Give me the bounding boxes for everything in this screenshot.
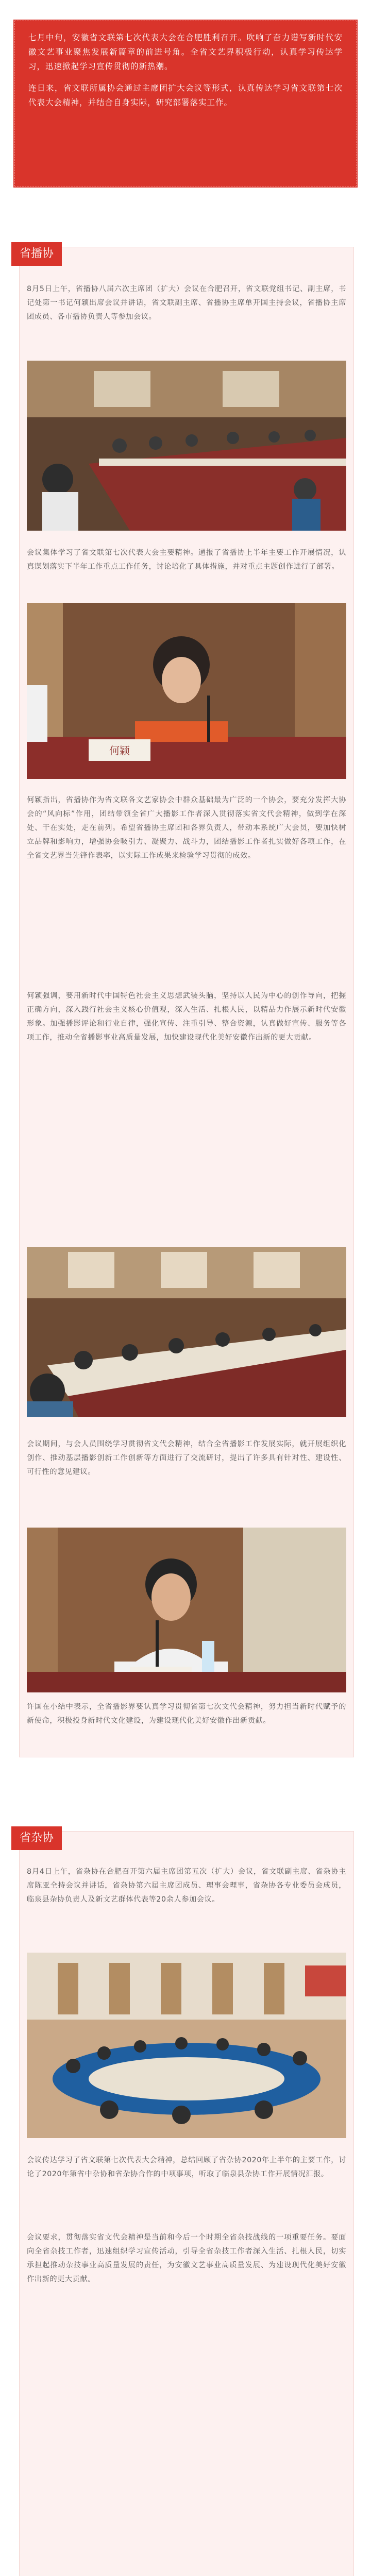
section-card-2 xyxy=(20,1832,353,2576)
section1-paragraph-1: 8月5日上午，省播协八届六次主席团（扩大）会议在合肥召开，省文联党组书记、副主席，书记处第一书记何颖出席会议并讲话，省文联副主席、省播协主席单开国主持会议，省播协主席团成员、各市播协负责人等参加会议。 xyxy=(27,285,346,321)
section2-paragraph-1: 8月4日上午，省杂协在合肥召开第六届主席团第五次（扩大）会议，省文联副主席、省杂协主席陈亚全持会议并讲话，省杂协第六届主席团成员、理事会理事，省杂协各专业委员会成员，临泉县杂协负责人及新文艺群体代表等20余人参加会议。 xyxy=(27,1868,346,1904)
nameplate-1: 何颖 xyxy=(109,744,130,757)
intro-paragraph-1: 七月中旬，安徽省文联第七次代表大会在合肥胜利召开。吹响了奋力谱写新时代安徽文艺事业聚焦发展新篇章的前进号角。全省文艺界积极行动，认真学习传达学习，迅速掀起学习宣传贯彻的新热潮。 xyxy=(28,33,343,71)
section-tag-2: 省杂协 xyxy=(11,1826,62,1850)
meeting-photo-3 xyxy=(27,1953,346,2138)
section-tag-1: 省播协 xyxy=(11,242,62,266)
section1-paragraph-4: 何颖强调，要用新时代中国特色社会主义思想武装头脑，坚持以人民为中心的创作导向，把握正确方向，深入践行社会主义核心价值观，深入生活、扎根人民，以精品力作展示新时代安徽形象。加强播影评论和行业自律，强化宣传、注重引导、整合资源，认真做好宣传、服务等各项工作，推动全省播影事业高质量发展，加快建设现代化美好安徽作出新的更大贡献。 xyxy=(27,992,346,1042)
section2-paragraph-3: 会议要求，贯彻落实省文代会精神是当前和今后一个时期全省杂技战线的一项重要任务。要面向全省杂技工作者，迅速组织学习宣传活动，引导全省杂技工作者深入生活、扎根人民，切实承担起推动杂技事业高质量发展的责任，为安徽文艺事业高质量发展、为建设现代化美好安徽作出新的更大贡献。 xyxy=(27,2233,346,2283)
meeting-photo-1 xyxy=(27,361,346,531)
section2-paragraph-2: 会议传达学习了省文联第七次代表大会精神，总结回顾了省杂协2020年上半年的主要工作，讨论了2020年第省中杂协和省杂协合作的中项事项，听取了临泉县杂协工作开展情况汇报。 xyxy=(27,2156,346,2178)
intro-box xyxy=(14,21,357,187)
speaker-photo-1 xyxy=(27,603,346,779)
section1-closing-text: 许国在小结中表示，全省播影界要认真学习贯彻省第七次文代会精神，努力担当新时代赋予的新使命，积极投身新时代文化建设，为建设现代化美好安徽作出新贡献。 xyxy=(27,1703,346,1725)
section1-paragraph-3: 何颖指出，省播协作为省文联各文艺家协会中群众基础最为广泛的一个协会，要充分发挥大协会的“风向标”作用，团结带领全省广大播影工作者深入贯彻落实省文代会精神，做到学在深处、干在实处，走在前列。希望省播协主席团和各界负责人，带动本系统广大会员，要加快树立品牌和影响力，增强协会吸引力、凝聚力、战斗力，团结播影工作者扎实做好各项工作，在全省文艺界当先锋作表率，以实际工作成果来检验学习贯彻的成效。 xyxy=(27,796,346,860)
meeting-photo-2 xyxy=(27,1247,346,1417)
speaker-photo-2 xyxy=(27,1528,346,1692)
intro-paragraph-2: 连日来，省文联所属协会通过主席团扩大会议等形式，认真传达学习省文联第七次代表大会精神，并结合自身实际，研究部署落实工作。 xyxy=(28,83,343,107)
section1-caption-text: 会议期间，与会人员围绕学习贯彻省文代会精神，结合全省播影工作发展实际，就开展组织化创作、推动基层播影创新工作创新等方面进行了交流研讨，提出了许多具有针对性、建设性、可行性的意见建议。 xyxy=(27,1440,346,1476)
section1-paragraph-2: 会议集体学习了省文联第七次代表大会主要精神。通报了省播协上半年主要工作开展情况，认真谋划落实下半年工作重点工作任务，讨论培化了具体措施，并对重点主题创作进行了部署。 xyxy=(27,549,346,571)
